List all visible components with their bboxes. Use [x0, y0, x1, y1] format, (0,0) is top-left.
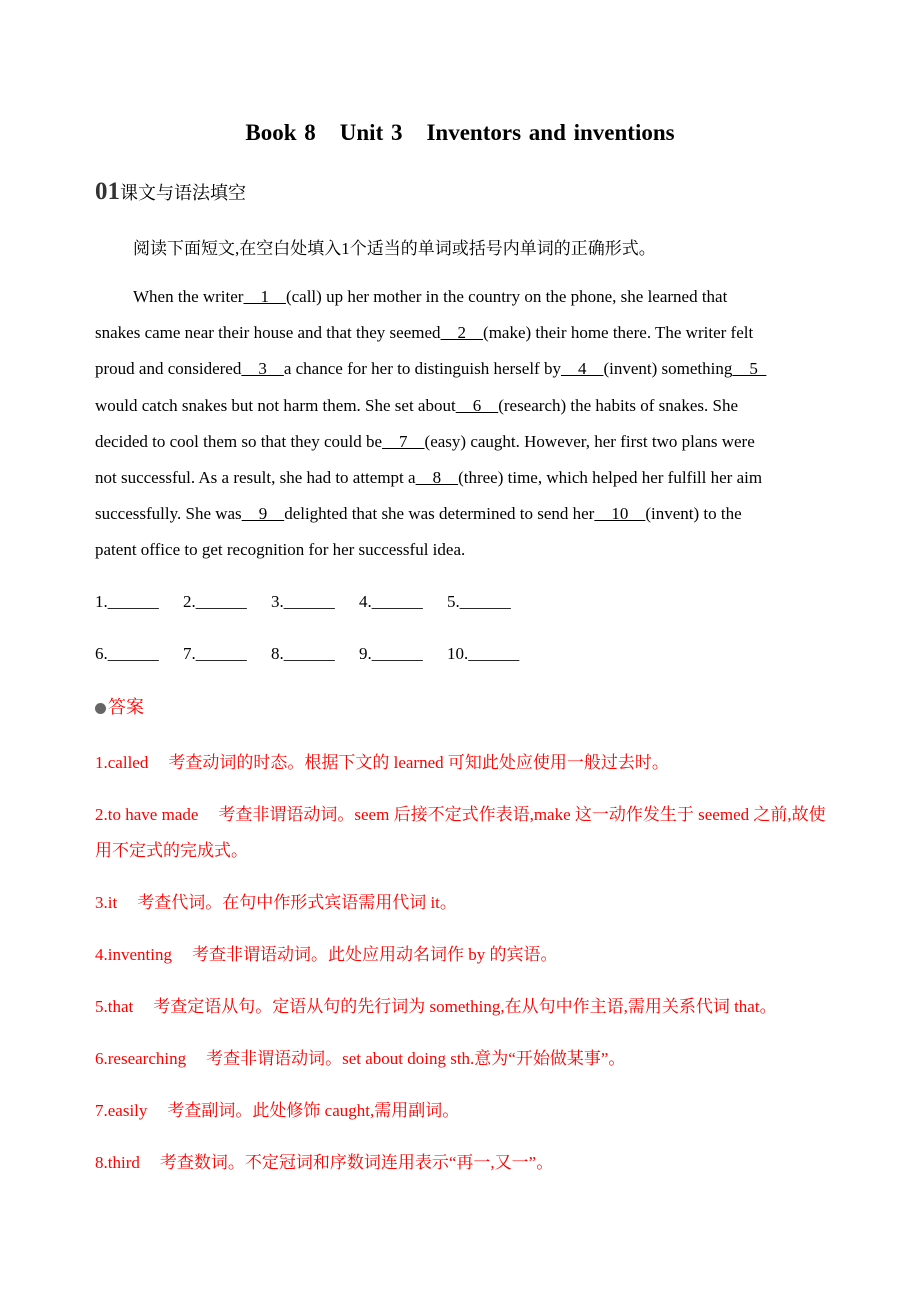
passage-text: (invent) to the	[645, 504, 742, 524]
answer-word: 7.easily	[95, 1101, 148, 1120]
passage-text: a chance for her to distinguish herself by	[283, 359, 561, 379]
answer-heading	[95, 693, 144, 719]
answer-word: 8.third	[95, 1153, 140, 1172]
blank: 2	[440, 323, 484, 343]
section-number: 01	[95, 178, 120, 205]
answer-word: 3.it	[95, 893, 118, 912]
passage-text: decided to cool them so that they could be	[95, 431, 383, 451]
passage-text: (invent) something	[603, 359, 733, 379]
passage-text: (research) the habits of snakes. She	[498, 395, 739, 415]
passage-line	[95, 501, 835, 537]
answer-slot: 3.______	[271, 592, 335, 611]
blank: 10	[594, 504, 646, 524]
blank: 5	[732, 359, 767, 379]
answer-item	[95, 797, 835, 869]
blank: 1	[243, 287, 286, 306]
answer-item	[95, 937, 835, 973]
page-title	[0, 120, 920, 146]
answer-item	[95, 1041, 835, 1077]
answer-slot: 6.______	[95, 644, 159, 663]
answer-explanation: 考查定语从句。定语从句的先行词为 something,在从句中作主语,需用关系代词 that。	[153, 997, 777, 1016]
blank: 9	[241, 504, 285, 524]
answer-word: 2.to have made	[95, 805, 199, 824]
answer-slot: 4.______	[359, 592, 423, 611]
title-unit: Unit 3	[339, 120, 403, 145]
passage-text: (make) their home there. The writer felt	[483, 323, 754, 343]
answer-slot: 7.______	[183, 644, 247, 663]
answer-item	[95, 885, 835, 921]
answer-explanation: 考查非谓语动词。set about doing sth.意为“开始做某事”。	[206, 1049, 626, 1068]
passage-line	[95, 356, 835, 392]
answer-slot: 8.______	[271, 644, 335, 663]
answer-explanation: 考查动词的时态。根据下文的 learned 可知此处应使用一般过去时。	[168, 753, 669, 772]
answer-icon	[95, 703, 106, 714]
passage-line	[95, 393, 835, 429]
passage-line	[95, 284, 835, 320]
answer-explanation: 考查非谓语动词。seem 后接不定式作表语,make 这一动作发生于 seemed 之前,故使用不定式的完成式。	[95, 805, 826, 860]
answer-word: 4.inventing	[95, 945, 172, 964]
answer-word: 5.that	[95, 997, 134, 1016]
answer-word: 6.researching	[95, 1049, 187, 1068]
answer-slots-row-2	[95, 644, 535, 664]
answer-slots-row-1	[95, 592, 535, 612]
answer-item	[95, 745, 835, 781]
answer-heading-label: 答案	[108, 697, 144, 717]
blank: 7	[382, 431, 425, 451]
blank: 8	[415, 467, 459, 487]
answer-explanation: 考查副词。此处修饰 caught,需用副词。	[167, 1101, 460, 1120]
passage	[95, 284, 835, 574]
passage-line	[95, 320, 835, 356]
passage-text: proud and considered	[95, 359, 242, 379]
passage-text: would catch snakes but not harm them. She set about	[95, 395, 456, 415]
section-heading	[95, 178, 246, 206]
answer-item	[95, 989, 835, 1025]
passage-line	[95, 537, 835, 573]
passage-text: (easy) caught. However, her first two plans were	[424, 431, 755, 451]
passage-text: When the writer	[133, 287, 244, 306]
passage-text: snakes came near their house and that they seemed	[95, 323, 441, 343]
answer-explanation: 考查代词。在句中作形式宾语需用代词 it。	[137, 893, 457, 912]
passage-text: successfully. She was	[95, 504, 242, 524]
blank: 6	[455, 395, 499, 415]
passage-text: delighted that she was determined to send her	[284, 504, 595, 524]
passage-line	[95, 429, 835, 465]
passage-text: (call) up her mother in the country on the phone, she learned that	[285, 287, 728, 306]
section-label: 课文与语法填空	[120, 183, 246, 203]
blank: 4	[560, 359, 604, 379]
answer-explanation: 考查非谓语动词。此处应用动名词作 by 的宾语。	[191, 945, 558, 964]
instruction: 阅读下面短文,在空白处填入1个适当的单词或括号内单词的正确形式。	[133, 239, 656, 258]
answer-slot: 5.______	[447, 592, 511, 611]
answer-word: 1.called	[95, 753, 149, 772]
answer-slot: 9.______	[359, 644, 423, 663]
answer-explanation: 考查数词。不定冠词和序数词连用表示“再一,又一”。	[159, 1153, 554, 1172]
passage-line	[95, 465, 835, 501]
blank: 3	[241, 359, 284, 379]
passage-text: (three) time, which helped her fulfill her aim	[458, 467, 763, 487]
answer-item	[95, 1093, 835, 1129]
answer-list	[95, 745, 835, 1197]
title-topic: Inventors and inventions	[426, 120, 675, 145]
answer-item	[95, 1145, 835, 1181]
title-book: Book 8	[245, 120, 316, 145]
answer-slot: 1.______	[95, 592, 159, 611]
passage-text: patent office to get recognition for her successful idea.	[95, 540, 466, 560]
passage-text: not successful. As a result, she had to attempt a	[95, 467, 416, 487]
answer-slot: 2.______	[183, 592, 247, 611]
answer-slot: 10.______	[447, 644, 520, 663]
